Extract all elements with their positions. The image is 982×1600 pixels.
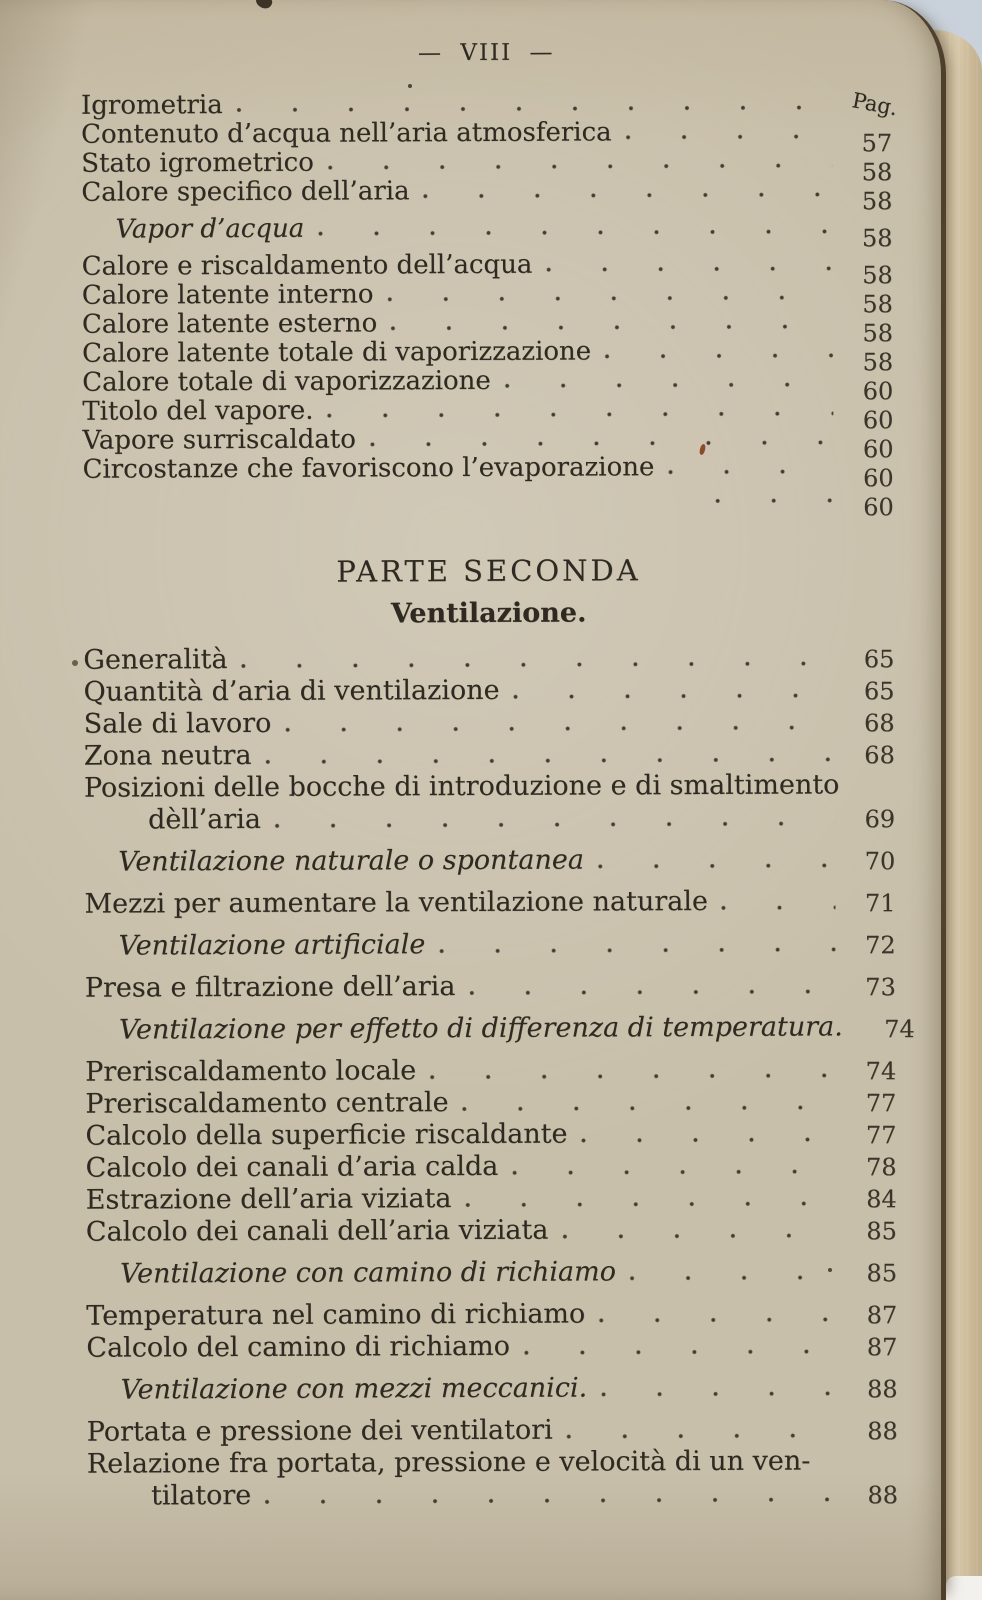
page-number: 85 (866, 1259, 898, 1288)
dot-leader (720, 900, 836, 913)
toc-entry (82, 452, 894, 493)
toc-entry-text: Vapor d’acqua (115, 213, 305, 245)
toc-entry (84, 737, 895, 773)
page-number: 60 (862, 406, 894, 435)
toc-entry-text: Preriscaldamento locale (85, 1055, 417, 1088)
toc-entry (81, 336, 894, 377)
toc-entry-text: Calore e riscaldamento dell’acqua (81, 249, 533, 282)
paper-speck (408, 84, 412, 88)
page-number: 72 (865, 931, 896, 960)
toc-entry-text: Preriscaldamento centrale (85, 1087, 449, 1120)
toc-entry (81, 175, 893, 216)
toc-entry (85, 1053, 896, 1089)
page-number: 68 (864, 709, 895, 738)
dot-leader (428, 1068, 836, 1082)
toc-entry (86, 1329, 897, 1365)
part2-title: PARTE SECONDA (336, 553, 641, 589)
page-number: 58 (861, 224, 893, 253)
toc-entry (82, 365, 894, 406)
dot-leader (512, 688, 835, 701)
toc-entry (83, 481, 894, 522)
page-number: 60 (863, 493, 894, 522)
dot-leader (263, 1492, 838, 1507)
page-number: 60 (862, 377, 894, 406)
page-number: 58 (862, 290, 893, 319)
toc-entry-text: Relazione fra portata, pressione e velocità di un ven- (86, 1445, 811, 1480)
dot-leader (463, 1196, 836, 1210)
toc-entry-text: Calcolo del camino di richiamo (86, 1330, 511, 1364)
page-number: 78 (865, 1153, 897, 1182)
toc-entry-text: Ventilazione artificiale (118, 929, 426, 962)
toc-entry-text: Calore latente esterno (81, 308, 378, 340)
dot-leader (599, 1386, 837, 1399)
dot-leader (461, 1100, 837, 1114)
toc-entry-text: Posizioni delle bocche di introduzione e di smaltimento (83, 769, 840, 804)
dot-leader (580, 1132, 837, 1145)
toc-entry (85, 969, 896, 1005)
toc-entry (86, 1149, 897, 1185)
toc-entry (85, 1085, 896, 1121)
toc-entry-text: Ventilazione naturale o spontanea (118, 844, 584, 878)
dot-leader (437, 942, 835, 956)
page-number: 69 (864, 805, 896, 834)
toc-entry-text: Calore totale di vaporizzazione (82, 365, 491, 398)
page-number: 77 (865, 1121, 897, 1150)
paper-speck (828, 1268, 832, 1272)
toc-entry-text: Vapore surriscaldato (82, 424, 356, 456)
toc-entry (81, 88, 892, 121)
toc-entry (81, 146, 893, 187)
dot-leader (422, 187, 833, 201)
page-number: 58 (861, 158, 893, 187)
folio-number: — VIII — (417, 39, 555, 67)
toc-entry-text: Quantità d’aria di ventilazione (83, 674, 500, 708)
page-number: 58 (862, 261, 893, 290)
backdrop-sliver (946, 1576, 982, 1600)
dot-leader (316, 224, 832, 238)
toc-entry-text: Calcolo della superficie riscaldante (85, 1118, 568, 1152)
dot-leader (596, 858, 835, 871)
dot-leader (560, 1228, 837, 1241)
toc-entry-text: tilatore (150, 1479, 252, 1512)
dot-leader (273, 816, 835, 830)
toc-entry (81, 278, 893, 319)
toc-entry (81, 117, 893, 158)
toc-entry-text: Contenuto d’acqua nell’aria atmosferica (81, 117, 612, 150)
paper-speck (72, 660, 78, 666)
toc-entry (84, 769, 895, 837)
toc-entry-text: Generalità (83, 644, 228, 676)
toc-entry-text: Ventilazione con mezzi meccanici. (120, 1372, 588, 1406)
toc-entry-text: Calcolo dei canali d’aria calda (85, 1150, 499, 1184)
toc-entry (84, 843, 895, 879)
page-number: 88 (866, 1375, 898, 1404)
toc-entry (87, 1445, 898, 1513)
toc-entry-text: Stato igrometrico (81, 147, 314, 179)
dot-leader (235, 100, 832, 115)
toc-entry-text: Temperatura nel camino di richiamo (86, 1298, 586, 1332)
toc-entry-text: Sale di lavoro (83, 707, 272, 740)
toc-entry (86, 1181, 897, 1217)
dot-leader (368, 435, 834, 449)
part2-subtitle: Ventilazione. (390, 597, 587, 630)
toc-entry (81, 249, 893, 290)
dot-leader (510, 1164, 836, 1177)
dot-leader (603, 348, 833, 361)
toc-entry-text: Zona neutra (83, 739, 252, 772)
toc-entry-text: Calore latente interno (81, 279, 374, 311)
toc-entry-text: Mezzi per aumentare la ventilazione naturale (84, 885, 708, 920)
page-number: 87 (866, 1333, 898, 1362)
page-number: 65 (863, 645, 895, 674)
dot-leader (565, 1428, 838, 1441)
page-number: 85 (866, 1217, 897, 1246)
dot-leader (624, 129, 832, 142)
dot-leader (283, 720, 834, 734)
toc-entry (84, 705, 895, 741)
toc-entry (81, 307, 894, 348)
page-number: 84 (866, 1185, 897, 1214)
dot-leader (389, 319, 833, 333)
dot-leader (385, 290, 832, 304)
toc-entry-text: Portata e pressione dei ventilatori (86, 1414, 553, 1448)
toc-entry (85, 1011, 915, 1047)
page-number: 60 (862, 464, 894, 493)
dot-leader (325, 406, 833, 420)
dot-leader (714, 493, 834, 506)
toc-entry (85, 927, 896, 963)
dot-leader (597, 1312, 837, 1325)
toc-entry (85, 1117, 896, 1153)
toc-entry (81, 212, 893, 253)
toc-entry-text: Ventilazione per effetto di differenza di temperatura. (118, 1011, 843, 1046)
dot-leader (544, 261, 832, 274)
page-number: 65 (863, 677, 895, 706)
page-number: 71 (864, 889, 896, 918)
toc-entry (84, 885, 895, 921)
toc-entry-text: Calore specifico dell’aria (81, 176, 410, 208)
toc-entry-text: Igrometria (80, 90, 223, 121)
toc-section-2 (83, 641, 915, 1513)
toc-entry (87, 1371, 898, 1407)
page-number: 58 (862, 319, 894, 348)
toc-entry (83, 673, 894, 709)
toc-entry (83, 641, 894, 677)
page-number: 58 (861, 187, 893, 216)
toc-entry (82, 394, 894, 435)
toc-entry (86, 1255, 897, 1291)
dot-leader (264, 752, 835, 766)
toc-entry-text: Estrazione dell’aria viziata (85, 1183, 452, 1216)
toc-entry-text: dèll’aria (148, 803, 262, 836)
page-number: 68 (864, 741, 895, 770)
toc-entry-text: Circostanze che favoriscono l’evaporazione (82, 452, 655, 485)
toc-entry-text: Calore latente totale di vaporizzazione (81, 336, 592, 369)
pag-column-label: Pag. (850, 88, 900, 121)
page-number: 88 (867, 1481, 899, 1510)
dot-leader (467, 984, 835, 998)
toc-entry-text: Ventilazione con camino di richiamo (119, 1256, 616, 1290)
page-number: 70 (864, 847, 896, 876)
toc-section-1 (80, 88, 894, 522)
page-number: 60 (862, 435, 894, 464)
toc-entry-text: Presa e filtrazione dell’aria (84, 971, 456, 1004)
page-number: 73 (865, 973, 896, 1002)
dot-leader (522, 1344, 837, 1357)
dot-leader (666, 464, 833, 477)
dot-leader (240, 656, 835, 671)
page-number: 58 (862, 348, 894, 377)
toc-entry-text: Titolo del vapore. (82, 395, 314, 427)
toc-entry (86, 1297, 897, 1333)
toc-entry (86, 1213, 897, 1249)
page-number: 57 (861, 129, 893, 158)
page-number: 74 (865, 1057, 897, 1086)
page-number: 74 (884, 1015, 915, 1044)
dot-leader (628, 1270, 837, 1283)
dot-leader (326, 158, 832, 172)
toc-entry (87, 1413, 898, 1449)
page-number: 77 (865, 1089, 897, 1118)
dot-leader (503, 377, 833, 390)
page-number: 87 (866, 1301, 898, 1330)
toc-entry-text: Calcolo dei canali dell’aria viziata (85, 1214, 549, 1248)
page-number: 88 (867, 1417, 898, 1446)
toc-entry (82, 423, 894, 464)
